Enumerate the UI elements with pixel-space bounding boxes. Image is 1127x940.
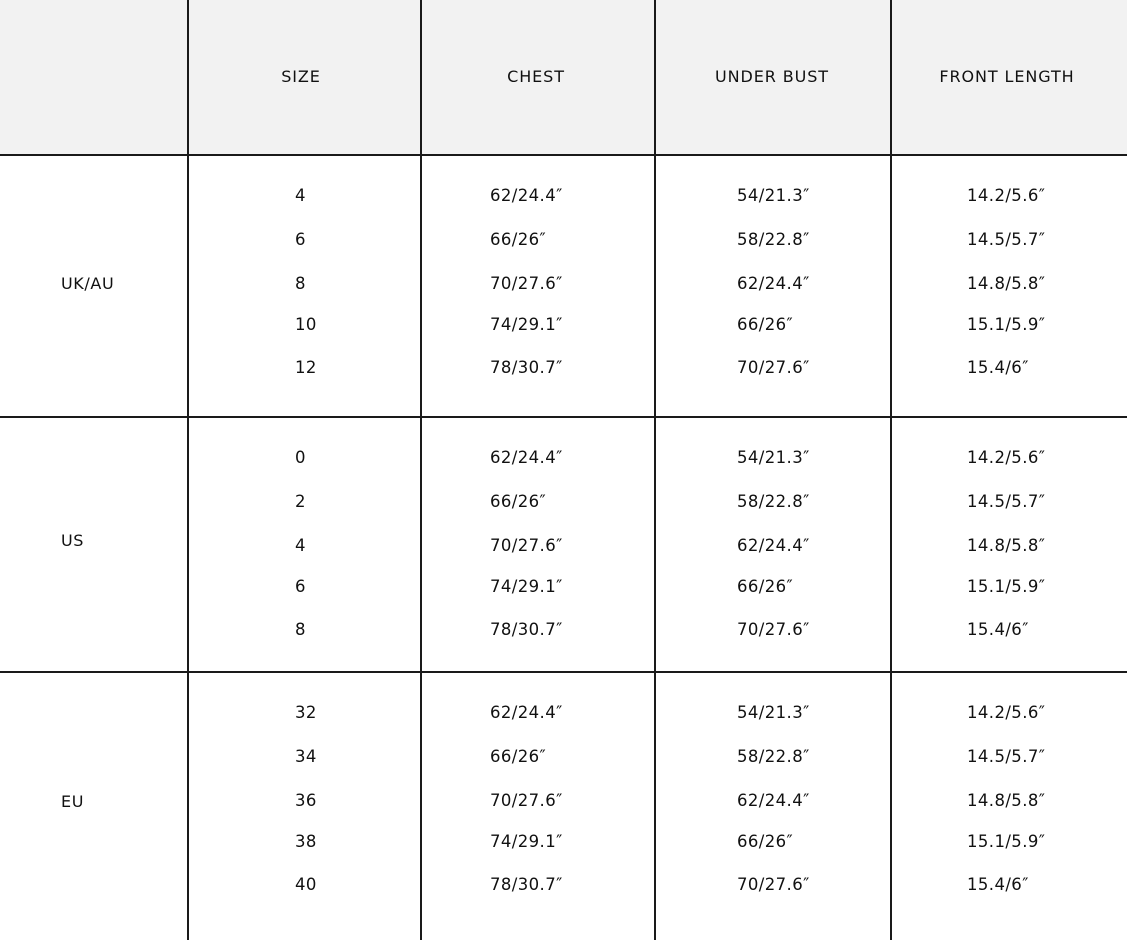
chest-cell: 62/24.4″ xyxy=(490,186,563,205)
size-cell: 32 xyxy=(295,703,317,722)
column-divider xyxy=(420,0,422,940)
chest-cell: 62/24.4″ xyxy=(490,448,563,467)
front-length-cell: 15.4/6″ xyxy=(967,620,1029,639)
under-bust-cell: 70/27.6″ xyxy=(737,620,810,639)
front-length-cell: 15.1/5.9″ xyxy=(967,832,1046,851)
front-length-cell: 15.4/6″ xyxy=(967,875,1029,894)
chest-cell: 74/29.1″ xyxy=(490,577,563,596)
region-label: UK/AU xyxy=(61,274,115,293)
column-divider xyxy=(654,0,656,940)
under-bust-cell: 66/26″ xyxy=(737,832,794,851)
front-length-cell: 14.2/5.6″ xyxy=(967,448,1046,467)
chest-cell: 70/27.6″ xyxy=(490,536,563,555)
front-length-cell: 14.5/5.7″ xyxy=(967,230,1046,249)
column-divider xyxy=(890,0,892,940)
size-cell: 6 xyxy=(295,577,306,596)
chest-cell: 78/30.7″ xyxy=(490,620,563,639)
front-length-cell: 14.5/5.7″ xyxy=(967,492,1046,511)
header-size: SIZE xyxy=(281,67,321,86)
size-cell: 36 xyxy=(295,791,317,810)
chest-cell: 74/29.1″ xyxy=(490,315,563,334)
under-bust-cell: 54/21.3″ xyxy=(737,448,810,467)
under-bust-cell: 54/21.3″ xyxy=(737,703,810,722)
front-length-cell: 14.8/5.8″ xyxy=(967,536,1046,555)
under-bust-cell: 70/27.6″ xyxy=(737,358,810,377)
size-cell: 40 xyxy=(295,875,317,894)
front-length-cell: 14.8/5.8″ xyxy=(967,274,1046,293)
column-divider xyxy=(187,0,189,940)
chest-cell: 62/24.4″ xyxy=(490,703,563,722)
size-cell: 8 xyxy=(295,274,306,293)
size-cell: 38 xyxy=(295,832,317,851)
region-label: EU xyxy=(61,792,85,811)
front-length-cell: 14.2/5.6″ xyxy=(967,186,1046,205)
chest-cell: 66/26″ xyxy=(490,492,547,511)
size-cell: 4 xyxy=(295,186,306,205)
chest-cell: 70/27.6″ xyxy=(490,791,563,810)
under-bust-cell: 58/22.8″ xyxy=(737,747,810,766)
under-bust-cell: 54/21.3″ xyxy=(737,186,810,205)
size-cell: 34 xyxy=(295,747,317,766)
size-cell: 8 xyxy=(295,620,306,639)
front-length-cell: 14.5/5.7″ xyxy=(967,747,1046,766)
chest-cell: 70/27.6″ xyxy=(490,274,563,293)
front-length-cell: 15.1/5.9″ xyxy=(967,577,1046,596)
size-cell: 4 xyxy=(295,536,306,555)
under-bust-cell: 62/24.4″ xyxy=(737,791,810,810)
chest-cell: 74/29.1″ xyxy=(490,832,563,851)
under-bust-cell: 66/26″ xyxy=(737,577,794,596)
chest-cell: 78/30.7″ xyxy=(490,358,563,377)
size-cell: 6 xyxy=(295,230,306,249)
region-label: US xyxy=(61,531,85,550)
front-length-cell: 14.2/5.6″ xyxy=(967,703,1046,722)
front-length-cell: 15.1/5.9″ xyxy=(967,315,1046,334)
under-bust-cell: 62/24.4″ xyxy=(737,536,810,555)
size-cell: 10 xyxy=(295,315,317,334)
front-length-cell: 14.8/5.8″ xyxy=(967,791,1046,810)
under-bust-cell: 66/26″ xyxy=(737,315,794,334)
chest-cell: 66/26″ xyxy=(490,230,547,249)
row-divider xyxy=(0,154,1127,156)
under-bust-cell: 58/22.8″ xyxy=(737,492,810,511)
under-bust-cell: 58/22.8″ xyxy=(737,230,810,249)
row-divider xyxy=(0,671,1127,673)
under-bust-cell: 70/27.6″ xyxy=(737,875,810,894)
header-front-length: FRONT LENGTH xyxy=(939,67,1075,86)
size-cell: 2 xyxy=(295,492,306,511)
under-bust-cell: 62/24.4″ xyxy=(737,274,810,293)
chest-cell: 66/26″ xyxy=(490,747,547,766)
size-cell: 0 xyxy=(295,448,306,467)
header-under-bust: UNDER BUST xyxy=(715,67,829,86)
front-length-cell: 15.4/6″ xyxy=(967,358,1029,377)
row-divider xyxy=(0,416,1127,418)
chest-cell: 78/30.7″ xyxy=(490,875,563,894)
header-chest: CHEST xyxy=(507,67,565,86)
size-cell: 12 xyxy=(295,358,317,377)
